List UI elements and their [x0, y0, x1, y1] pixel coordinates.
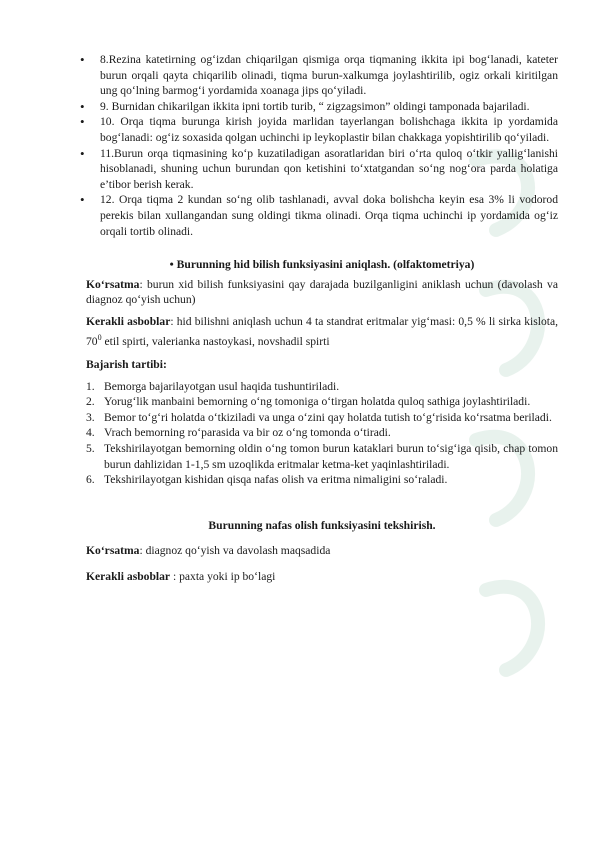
step-item	[86, 379, 558, 395]
bajarish-tartibi-label: Bajarish tartibi:	[86, 357, 167, 371]
asboblar-label: Kerakli asboblar	[86, 314, 171, 328]
step-number: 3.	[86, 410, 95, 424]
asboblar-text-2: : paxta yoki ip bo‘lagi	[170, 569, 276, 583]
step-text: Yorug‘lik manbaini bemorning o‘ng tomoniga o‘tirgan holatda quloq sathiga joylashtiriladi.	[104, 395, 531, 409]
procedure-bullets	[86, 52, 558, 239]
asboblar-paragraph-2	[86, 569, 558, 585]
korsatma-text: : burun xid bilish funksiyasini qay darajada buzilganligini aniklash uchun (davolash va diagnoz qo‘yish uchun)	[86, 277, 558, 307]
step-item	[86, 441, 558, 472]
bullet-item: • 11.Burun orqa tiqmasining ko‘p kuzatiladigan asoratlaridan biri o‘rta quloq o‘tkir yallig‘lanishi hisoblanadi, shuning uchun burundan qon ketishini to‘xtatgandan so‘ng nog‘ora parda holatiga e’tibor berish kerak.	[86, 146, 558, 193]
korsatma-text-2: : diagnoz qo‘yish va davolash maqsadida	[139, 544, 331, 558]
step-item	[86, 472, 558, 488]
step-number: 6.	[86, 473, 95, 487]
step-number: 4.	[86, 426, 95, 440]
korsatma-label-2: Ko‘rsatma	[86, 544, 140, 558]
bullet-item: • 12. Orqa tiqma 2 kundan so‘ng olib tashlanadi, avval doka bolishcha keyin esa 3% li vodorod perekis bilan xullangandan sung oldingi tikma olinadi. Orqa tiqma uchinchi ip yordamida og‘iz orqali tortib olinadi.	[86, 192, 558, 239]
step-text: Bemor to‘g‘ri holatda o‘tkiziladi va unga o‘zini qay holatda tutish to‘g‘risida ko‘rsatma beriladi.	[104, 410, 552, 424]
step-text: Bemorga bajarilayotgan usul haqida tushuntiriladi.	[104, 379, 340, 393]
section-title-nafas: Burunning nafas olish funksiyasini tekshirish.	[208, 518, 436, 532]
asboblar-paragraph	[86, 314, 558, 349]
step-number: 5.	[86, 441, 95, 455]
step-item	[86, 410, 558, 426]
step-text: Vrach bemorning ro‘parasida va bir oz o‘ng tomonda o‘tiradi.	[104, 426, 391, 440]
degree-superscript: 0	[97, 332, 102, 342]
korsatma-label: Ko‘rsatma	[86, 277, 140, 291]
section-title-text: Burunning hid bilish funksiyasini aniqlash. (olfaktometriya)	[176, 258, 475, 272]
step-number: 2.	[86, 395, 95, 409]
step-item	[86, 394, 558, 410]
bullet-item: • 10. Orqa tiqma burunga kirish joyida marlidan tayerlangan bolishchaga ikkita ip yordamida bog‘lanadi: og‘iz soxasida qolgan uchinchi ip leykoplastir bilan chakkaga yopishtirilib qo‘yiladi.	[86, 114, 558, 145]
asboblar-label-2: Kerakli asboblar	[86, 569, 171, 583]
step-number: 1.	[86, 379, 95, 393]
korsatma-paragraph-2	[86, 543, 558, 559]
document-content	[86, 52, 558, 590]
step-text: Tekshirilayotgan bemorning oldin o‘ng tomon burun kataklari burun to‘sig‘iga qisib, chap tomon burun dahlizidan 1-1,5 sm uzoqlikda eritmalar ketma-ket yaqinlashtiriladi.	[104, 441, 558, 471]
section-title-olfaktometriya	[86, 257, 558, 273]
bullet-item: • 8.Rezina katetirning og‘izdan chiqarilgan qismiga orqa tiqmaning ikkita ipi bog‘lanadi, kateter burun orqali qayta chiqarilib olinadi, tiqma burun-xalkumga joylashtirilib, ogiz orkali kiritilgan ung qo‘lning barmog‘i yordamida xoanaga jips qo‘yiladi.	[86, 52, 558, 99]
asboblar-text: : hid bilishni aniqlash uchun 4 ta standrat eritmalar yig‘masi: 0,5 % li sirka kislota, 70	[86, 314, 559, 348]
steps-list	[86, 379, 558, 488]
step-text: Tekshirilayotgan kishidan qisqa nafas olish va eritma nimaligini so‘raladi.	[104, 473, 448, 487]
korsatma-paragraph	[86, 277, 558, 308]
step-item	[86, 425, 558, 441]
bullet-item: • 9. Burnidan chikarilgan ikkita ipni tortib turib, “ zigzagsimon” oldingi tamponada bajariladi.	[86, 99, 558, 115]
asboblar-text-cont: etil spirti, valerianka nastoykasi, novshadil spirti	[101, 334, 330, 348]
